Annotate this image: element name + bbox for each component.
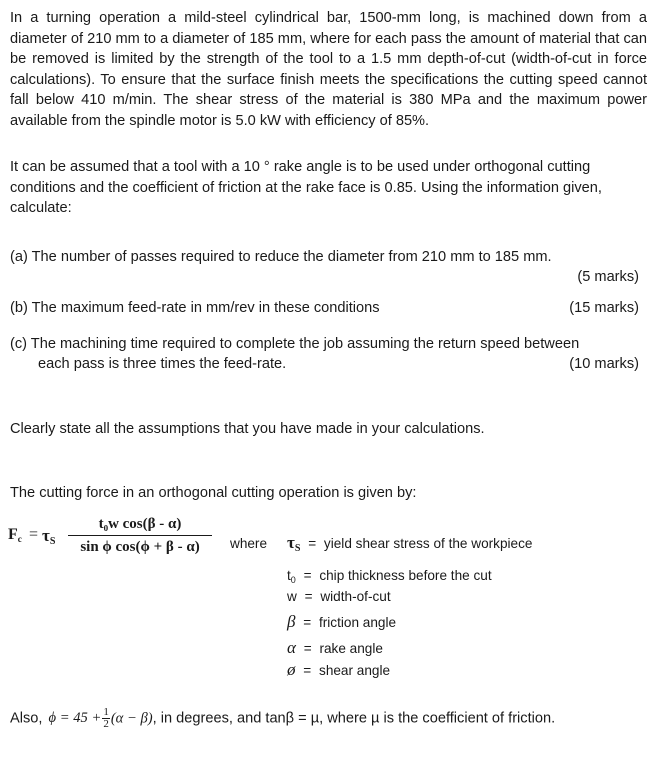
where-label: where	[230, 536, 268, 551]
question-a	[10, 247, 647, 287]
formula-denominator: sin ϕ cos(ϕ + β - α)	[80, 539, 200, 555]
shear-angle-relation	[10, 707, 647, 730]
assumption-paragraph: It can be assumed that a tool with a 10 ° rake angle is to be used under orthogonal cutting conditions and the coefficient of friction at the rake face is 0.85. Using the information given, calculate:	[10, 159, 602, 217]
question-b-marks: (15 marks)	[569, 300, 639, 316]
question-c-marks: (10 marks)	[569, 356, 639, 372]
question-a-marks: (5 marks)	[577, 269, 639, 285]
question-b-text: (b) The maximum feed-rate in mm/rev in these conditions	[10, 300, 380, 316]
definition-beta: β = friction angle	[287, 612, 397, 631]
phi-tail: (α − β)	[110, 710, 153, 727]
half-fraction: $\frac{1}{2}$	[103, 706, 109, 730]
definition-shear-angle: ø = shear angle	[287, 660, 391, 679]
formula-equals: =	[29, 526, 39, 543]
problem-intro: In a turning operation a mild-steel cylindrical bar, 1500-mm long, is machined down from a diameter of 210 mm to a diameter of 185 mm, where for each pass the amount of material that can be removed is limited by the strength of the tool to a 1.5 mm depth-of-cut (width-of-cut in force calculations). To ensure that the surface finish meets the specifications the cutting speed cannot fall below 410 m/min. The shear stress of the material is 380 MPa and the maximum power available from the spindle motor is 5.0 kW with efficiency of 85%.	[10, 10, 647, 129]
definition-width: w = width-of-cut	[287, 589, 391, 604]
question-c	[10, 334, 647, 374]
definition-alpha: α = rake angle	[287, 638, 383, 657]
question-a-text: (a) The number of passes required to reduce the diameter from 210 mm to 185 mm.	[10, 249, 552, 265]
formula-tau: τS	[42, 526, 56, 547]
phi-equation: ϕ = 45 +	[48, 710, 102, 727]
definition-tau: τS = yield shear stress of the workpiece	[287, 533, 533, 554]
cutting-force-formula	[8, 515, 228, 565]
force-intro: The cutting force in an orthogonal cutting operation is given by:	[10, 485, 417, 501]
assumptions-instruction: Clearly state all the assumptions that you have made in your calculations.	[10, 421, 485, 437]
also-suffix: , in degrees, and tanβ = µ, where µ is the coefficient of friction.	[152, 710, 556, 727]
question-c-text-line1: (c) The machining time required to complete the job assuming the return speed between	[10, 336, 580, 352]
formula-numerator: t₀w cos(β - α)	[98, 516, 182, 532]
question-c-text-line2: each pass is three times the feed-rate.	[38, 356, 287, 372]
formula-lhs: Fc	[8, 526, 22, 544]
also-prefix: Also,	[10, 710, 43, 727]
question-b	[10, 298, 647, 318]
definition-chip-thickness: $t_0$ = chip thickness before the cut	[287, 568, 492, 585]
fraction-bar	[68, 535, 212, 536]
